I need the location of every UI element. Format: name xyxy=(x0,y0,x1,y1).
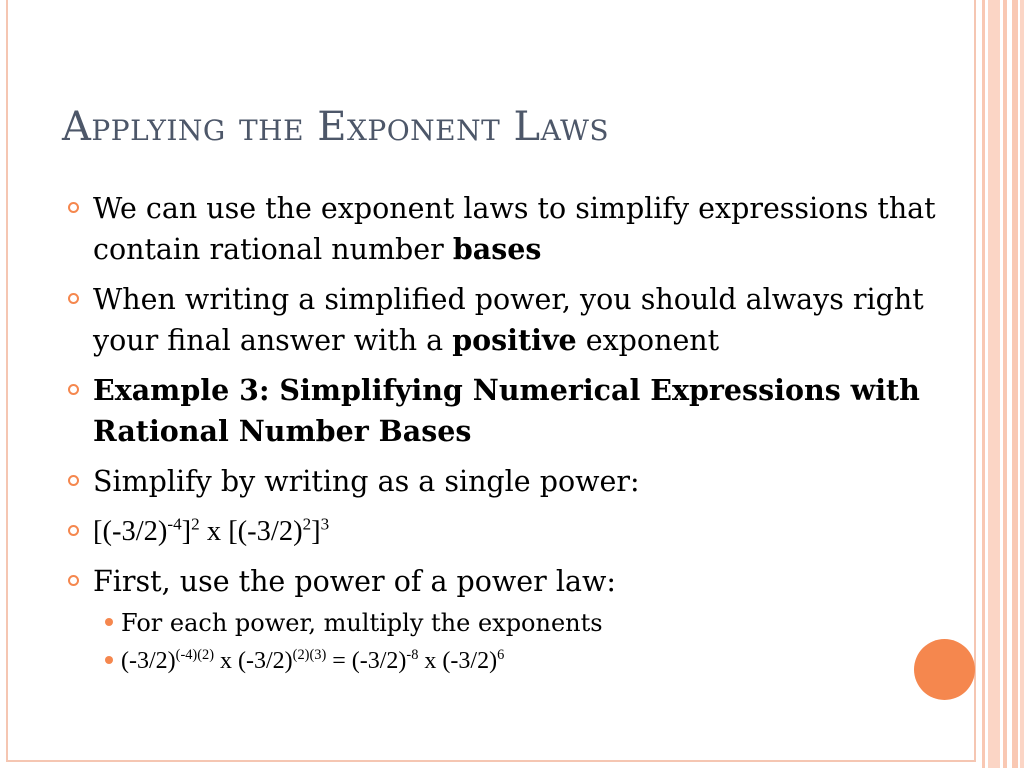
decor-stripe xyxy=(1020,0,1024,768)
sub-bullet-item xyxy=(93,644,948,678)
bullet-item xyxy=(68,511,948,552)
ring-bullet-icon xyxy=(68,293,79,304)
ring-bullet-icon xyxy=(68,525,79,536)
decor-circle xyxy=(914,639,975,700)
bullet-text: We can use the exponent laws to simplify expressions that contain rational number xyxy=(93,192,936,266)
ring-bullet-icon xyxy=(68,475,79,486)
bullet-item xyxy=(68,188,948,270)
decor-stripe xyxy=(1012,0,1018,768)
bullet-text: When writing a simplified power, you should always right your final answer with a xyxy=(93,283,924,357)
ring-bullet-icon xyxy=(68,202,79,213)
ring-bullet-icon xyxy=(68,575,79,586)
math-expression: $[(-3/2)^{-4}]^2$ x $[(-3/2)^2]^3$ xyxy=(93,514,330,547)
bullet-text: First, use the power of a power law: xyxy=(93,565,616,598)
bullet-bold-text: positive xyxy=(452,323,577,357)
decor-stripe xyxy=(982,0,985,768)
bullet-item xyxy=(68,561,948,678)
slide-title: Applying the Exponent Laws xyxy=(62,104,610,150)
example-heading: Example 3: Simplifying Numerical Expressions with Rational Number Bases xyxy=(93,373,920,448)
ring-bullet-icon xyxy=(68,384,79,395)
bullet-text: exponent xyxy=(576,324,720,357)
math-expression: $(-3/2)^{(-4)(2)}$ x $(-3/2)^{(2)(3)} = (-3/2)^{-8}$ x $(-3/2)^6$ xyxy=(121,647,505,674)
bullet-bold-text: bases xyxy=(452,232,542,266)
sub-bullet-text: For each power, multiply the exponents xyxy=(121,609,603,637)
dot-bullet-icon xyxy=(105,656,113,664)
dot-bullet-icon xyxy=(105,618,113,626)
sub-bullet-item xyxy=(93,606,948,640)
bullet-item xyxy=(68,370,948,452)
bullet-list xyxy=(68,188,948,687)
decor-stripe xyxy=(1003,0,1007,768)
bullet-text: Simplify by writing as a single power: xyxy=(93,465,640,498)
bullet-item xyxy=(68,279,948,361)
decor-stripe xyxy=(988,0,1000,768)
sub-bullet-list xyxy=(93,606,948,678)
bullet-item xyxy=(68,461,948,502)
